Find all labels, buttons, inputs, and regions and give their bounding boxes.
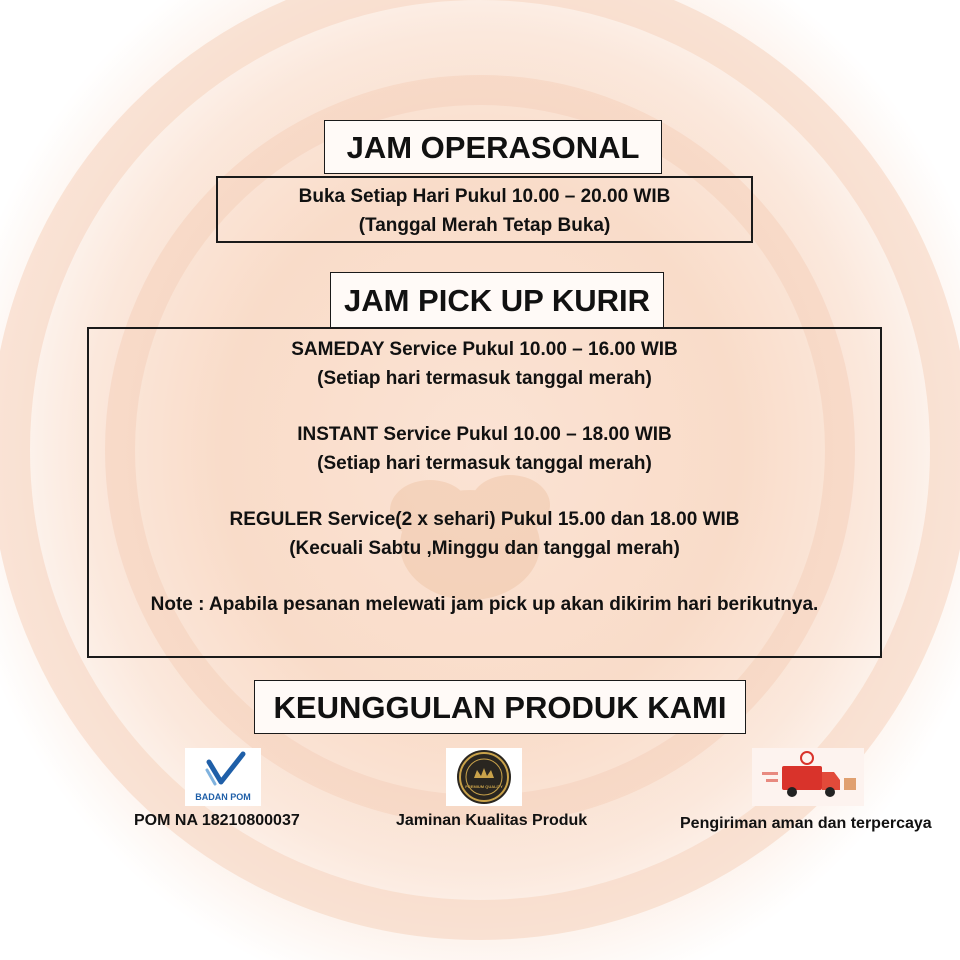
instant-service-line: INSTANT Service Pukul 10.00 – 18.00 WIB [297, 424, 672, 445]
pickup-title: JAM PICK UP KURIR [330, 272, 664, 328]
badan-pom-text: BADAN POM [195, 792, 251, 802]
delivery-truck-icon [752, 748, 864, 806]
premium-quality-badge [446, 748, 522, 806]
reguler-service-line: REGULER Service(2 x sehari) Pukul 15.00 dan 18.00 WIB [229, 509, 740, 530]
pickup-schedule-box [87, 327, 882, 658]
safe-delivery-label: Pengiriman aman dan terpercaya [680, 815, 932, 832]
badan-pom-logo [185, 748, 261, 806]
instant-service-note: (Setiap hari termasuk tanggal merah) [317, 453, 652, 474]
operational-title: JAM OPERASONAL [324, 120, 662, 174]
advantages-title: KEUNGGULAN PRODUK KAMI [254, 680, 746, 734]
sameday-service-note: (Setiap hari termasuk tanggal merah) [317, 368, 652, 389]
sameday-service-line: SAMEDAY Service Pukul 10.00 – 16.00 WIB [291, 339, 678, 360]
premium-quality-text: PREMIUM QUALITY [465, 784, 503, 789]
operational-holiday-line: (Tanggal Merah Tetap Buka) [358, 215, 611, 236]
reguler-service-note: (Kecuali Sabtu ,Minggu dan tanggal merah) [289, 538, 680, 559]
pom-number-label: POM NA 18210800037 [134, 812, 300, 829]
operational-hours-line: Buka Setiap Hari Pukul 10.00 – 20.00 WIB [298, 186, 671, 207]
quality-guarantee-label: Jaminan Kualitas Produk [396, 812, 588, 829]
pickup-note: Note : Apabila pesanan melewati jam pick up akan dikirim hari berikutnya. [150, 594, 819, 615]
operational-hours-box [216, 176, 753, 243]
